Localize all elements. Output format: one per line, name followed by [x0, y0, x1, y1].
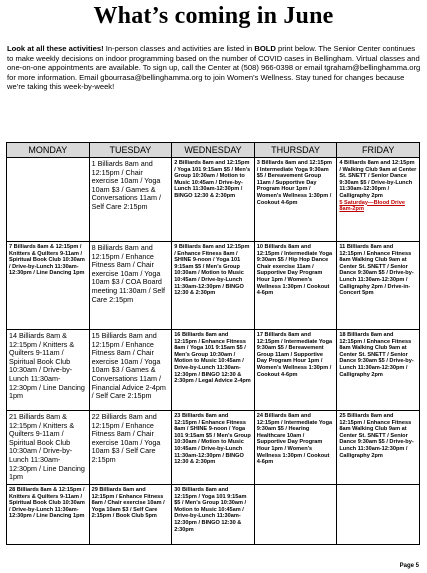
- calendar-day-cell-tuesday: [89, 411, 172, 485]
- day-events: 22 Billiards 8am and 12:15pm / Enhance Fitness 8am / Chair exercise 10am / Yoga 10am $3 / Self Care 2:15pm: [91, 412, 161, 464]
- calendar-day-cell-monday: [7, 485, 90, 545]
- calendar-day-cell-monday: [7, 330, 90, 411]
- header-monday: MONDAY: [7, 143, 90, 158]
- special-event-note: 5 Saturday—Blood Drive 8am-2pm: [339, 199, 405, 213]
- day-events: 17 Billiards 8am and 12:15pm / Intermediate Yoga 9:30am $5 / Bereavement Group 11am / Supportive Day Program Hour 1pm / Women’s Wellness 1:30pm / Cookout 4-6pm: [256, 332, 333, 378]
- calendar-day-cell-friday: [337, 242, 420, 330]
- day-events: 4 Billiards 8am and 12:15pm / Walking Club 9am at Center St. SNETT / Senior Dance 9:30am $5 / Drive-by-Lunch 11:30am-12:30pm / Calligraphy 2pm: [339, 160, 417, 199]
- calendar-day-cell-friday: [337, 330, 420, 411]
- calendar-day-cell-wednesday: [172, 411, 255, 485]
- day-events: 25 Billiards 8am and 12:15pm / Enhance Fitness 8am Walking Club 9am at Center St. SNETT / Senior Dance 9:30am $5 / Drive-by-Lunch 11:30am-12:30pm / Calligraphy 2pm: [339, 413, 414, 459]
- calendar-week-row: [7, 158, 420, 242]
- calendar-day-cell-thursday: [254, 411, 337, 485]
- calendar-day-cell-monday: [7, 242, 90, 330]
- calendar-day-cell-wednesday: [172, 242, 255, 330]
- day-events: 2 Billiards 8am and 12:15pm / Yoga 101 9:15am $5 / Men’s Group 10:30am / Motion to Music 10:45am / Drive-by-Lunch 11:30am-12:30pm / BINGO 12:30 & 2:30pm: [174, 160, 251, 199]
- header-wednesday: WEDNESDAY: [172, 143, 255, 158]
- calendar-day-cell-tuesday: [89, 330, 172, 411]
- intro-lead: Look at all these activities!: [7, 44, 104, 53]
- calendar-day-cell-friday: [337, 485, 420, 545]
- calendar-week-row: [7, 411, 420, 485]
- day-events: 8 Billiards 8am and 12:15pm / Enhance Fitness 8am / Chair exercise 10am / Yoga 10am $3 / COA Board meeting 11:30am / Self Care 2:15pm: [91, 243, 165, 304]
- page-title: What’s coming in June: [93, 3, 334, 29]
- calendar-day-cell-monday: [7, 411, 90, 485]
- calendar-week-row: [7, 242, 420, 330]
- day-events: 18 Billiards 8am and 12:15pm / Enhance Fitness 8am Walking Club 9am at Center St. SNETT / Senior Dance 9:30am $5 / Drive-by-Lunch 11:30am-12:30pm / Calligraphy 2pm: [339, 332, 414, 378]
- day-events: 30 Billiards 8am and 12:15pm / Yoga 101 9:15am $5 / Men’s Group 10:30am / Motion to Music 10:45am / Drive-by-Lunch 11:30am-12:30pm / BINGO 12:30 & 2:30pm: [174, 487, 247, 533]
- day-events: 21 Billiards 8am & 12:15pm / Knitters & Quilters 9-11am / Spiritual Book Club 10:30am / Drive-by-Lunch 11:30am-12:30pm / Line Dancing 1pm: [9, 412, 85, 482]
- day-events: 9 Billiards 8am and 12:15pm / Enhance Fitness 8am / SHINE 9-noon / Yoga 101 9:15am $5 / Men’s Group 10:30am / Motion to Music 10:45am / Drive-by-Lunch 11:30am-12:30pm / BINGO 12:30 & 2:30pm: [174, 244, 250, 297]
- calendar-day-cell-thursday: [254, 158, 337, 242]
- page-number: Page 5: [399, 563, 419, 569]
- header-tuesday: TUESDAY: [89, 143, 172, 158]
- day-events: 11 Billiards 8am and 12:15pm / Enhance Fitness 8am Walking Club 9am at Center St. SNETT / Senior Dance 9:30am $5 / Drive-by-Lunch 11:30am-12:30pm / Calligraphy 2pm / Drive-in-Concert 5pm: [339, 244, 414, 297]
- calendar-week-row: [7, 485, 420, 545]
- calendar-day-cell-friday: [337, 411, 420, 485]
- intro-paragraph: [7, 44, 421, 92]
- calendar-day-cell-thursday: [254, 330, 337, 411]
- day-events: 10 Billiards 8am and 12:15pm / Intermediate Yoga 9:30am $5 / Hip Hop Dance Chair exercise 11am / Supportive Day Program Hour 1pm / Women’s Wellness 1:30pm / Cookout 4-6pm: [256, 244, 333, 297]
- calendar-day-cell-thursday: [254, 485, 337, 545]
- calendar-day-cell-wednesday: [172, 485, 255, 545]
- calendar-day-cell-wednesday: [172, 158, 255, 242]
- day-events: 1 Billiards 8am and 12:15pm / Chair exercise 10am / Yoga 10am $3 / Games & Conversations 11am / Self Care 2:15pm: [91, 159, 161, 211]
- intro-part2: print below. The Senior Center continues to make weekly decisions on indoor programming based on the number of COVID cases in Bellingham. Virtual classes and one-on-one appointments are available. To sign up, call the Center at (508) 966-0398 or email tgraham@bellinghamma.org for more information. Email gbourrasa@bellinghamma.org to join Women’s Wellness. Stay tuned for changes because we’re taking this week-by-week!: [7, 44, 421, 92]
- intro-part1: In-person classes and activities are listed in: [103, 44, 255, 53]
- day-events: 7 Billiards 8am & 12:15pm / Knitters & Quilters 9-11am / Spiritual Book Club 10:30am / Drive-by-Lunch 11:30am-12:30pm / Line Dancing 1pm: [9, 244, 85, 277]
- day-events: 15 Billiards 8am and 12:15pm / Enhance Fitness 8am / Chair exercise 10am / Yoga 10am $3 / Games & Conversations 11am / Financial Advice 2-4pm / Self Care 2:15pm: [91, 331, 166, 401]
- day-events: 23 Billiards 8am and 12:15pm / Enhance Fitness 8am / SHINE 9-noon / Yoga 101 9:15am $5 / Men’s Group 10:30am / Motion to Music 10:45am / Drive-by-Lunch 11:30am-12:30pm / BINGO 12:30 & 2:30pm: [174, 413, 251, 466]
- calendar-day-cell-wednesday: [172, 330, 255, 411]
- day-events: 29 Billiards 8am and 12:15pm / Enhance Fitness 8am / Chair exercise 10am / Yoga 10am $3 / Self Care 2:15pm / Book Club 5pm: [91, 487, 165, 520]
- calendar-day-cell-friday: [337, 158, 420, 242]
- day-events: 3 Billiards 8am and 12:15pm / Intermediate Yoga 9:30am $5 / Bereavement Group 11am / Supportive Day Program Hour 1pm / Women’s Wellness 1:30pm / Cookout 4-6pm: [256, 160, 333, 206]
- calendar-day-cell-monday: [7, 158, 90, 242]
- day-events: 24 Billiards 8am and 12:15pm / Intermediate Yoga 9:30am $5 / Hearing Healthcare 10am / Supportive Day Program Hour 1pm / Women’s Wellness 1:30pm / Cookout 4-6pm: [256, 413, 333, 466]
- calendar-table: [6, 142, 420, 545]
- header-friday: FRIDAY: [337, 143, 420, 158]
- header-thursday: THURSDAY: [254, 143, 337, 158]
- calendar-day-cell-tuesday: [89, 158, 172, 242]
- calendar-week-row: [7, 330, 420, 411]
- calendar-day-cell-thursday: [254, 242, 337, 330]
- intro-bold-word: BOLD: [254, 44, 276, 53]
- calendar-day-cell-tuesday: [89, 242, 172, 330]
- calendar-day-cell-tuesday: [89, 485, 172, 545]
- day-events: 16 Billiards 8am and 12:15pm / Enhance Fitness 8am / Yoga 101 9:15am $5 / Men’s Group 10:30am / Motion to Music 10:45am / Drive-by-Lunch 11:30am-12:30pm / BINGO 12:30 & 2:30pm / Legal Advice 2-4pm: [174, 332, 251, 385]
- calendar-header-row: [7, 143, 420, 158]
- day-events: 28 Billiards 8am & 12:15pm / Knitters & Quilters 9-11am / Spiritual Book Club 10:30am / Drive-by-Lunch 11:30am-12:30pm / Line Dancing 1pm: [9, 487, 85, 520]
- day-events: 14 Billiards 8am & 12:15pm / Knitters & Quilters 9-11am / Spiritual Book Club 10:30am / Drive-by-Lunch 11:30am-12:30pm / Line Dancing 1pm: [9, 331, 85, 401]
